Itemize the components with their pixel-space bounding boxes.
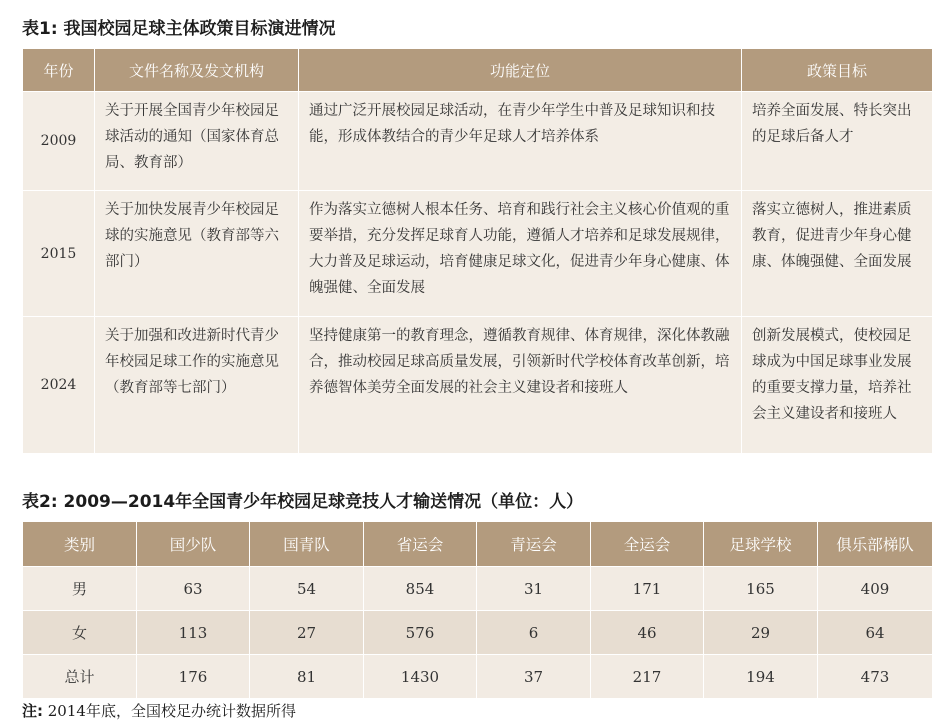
table-row <box>23 191 933 317</box>
value-cell: 37 <box>477 655 591 699</box>
value-cell: 29 <box>704 611 818 655</box>
year-cell: 2015 <box>23 191 95 317</box>
value-cell: 81 <box>250 655 364 699</box>
policy-table <box>22 48 933 454</box>
table-header-row <box>23 49 933 92</box>
header-u17-team: 国少队 <box>137 522 250 567</box>
table1-title: 表1: 我国校园足球主体政策目标演进情况 <box>22 19 336 39</box>
table2-title: 表2: 2009—2014年全国青少年校园足球竞技人才输送情况（单位：人） <box>22 492 584 512</box>
function-cell: 作为落实立德树人根本任务、培育和践行社会主义核心价值观的重要举措，充分发挥足球育人功能，遵循人才培养和足球发展规律，大力普及足球运动，培育健康足球文化，促进青少年身心健康、体魄强健、全面发展 <box>299 191 742 317</box>
footnote-label: 注: <box>22 702 43 720</box>
table-footnote <box>22 700 296 721</box>
value-cell: 27 <box>250 611 364 655</box>
header-year: 年份 <box>23 49 95 92</box>
talent-transfer-table <box>22 521 933 699</box>
table-row <box>23 611 933 655</box>
value-cell: 409 <box>818 567 933 611</box>
value-cell: 6 <box>477 611 591 655</box>
function-cell: 通过广泛开展校园足球活动，在青少年学生中普及足球知识和技能，形成体教结合的青少年足球人才培养体系 <box>299 92 742 191</box>
footnote-text: 2014年底，全国校足办统计数据所得 <box>43 702 296 720</box>
category-cell: 女 <box>23 611 137 655</box>
value-cell: 171 <box>591 567 704 611</box>
document-cell: 关于加强和改进新时代青少年校园足球工作的实施意见（教育部等七部门） <box>95 317 299 454</box>
header-goal: 政策目标 <box>742 49 933 92</box>
value-cell: 165 <box>704 567 818 611</box>
table-row <box>23 317 933 454</box>
goal-cell: 培养全面发展、特长突出的足球后备人才 <box>742 92 933 191</box>
header-football-school: 足球学校 <box>704 522 818 567</box>
document-cell: 关于开展全国青少年校园足球活动的通知（国家体育总局、教育部） <box>95 92 299 191</box>
value-cell: 1430 <box>364 655 477 699</box>
header-category: 类别 <box>23 522 137 567</box>
table-row <box>23 92 933 191</box>
value-cell: 217 <box>591 655 704 699</box>
header-provincial-games: 省运会 <box>364 522 477 567</box>
year-cell: 2024 <box>23 317 95 454</box>
value-cell: 113 <box>137 611 250 655</box>
value-cell: 194 <box>704 655 818 699</box>
value-cell: 64 <box>818 611 933 655</box>
table-row <box>23 655 933 699</box>
category-cell: 总计 <box>23 655 137 699</box>
year-cell: 2009 <box>23 92 95 191</box>
header-function: 功能定位 <box>299 49 742 92</box>
value-cell: 176 <box>137 655 250 699</box>
function-cell: 坚持健康第一的教育理念，遵循教育规律、体育规律，深化体教融合，推动校园足球高质量发展，引领新时代学校体育改革创新，培养德智体美劳全面发展的社会主义建设者和接班人 <box>299 317 742 454</box>
header-club-academy: 俱乐部梯队 <box>818 522 933 567</box>
value-cell: 854 <box>364 567 477 611</box>
table-header-row <box>23 522 933 567</box>
goal-cell: 落实立德树人，推进素质教育，促进青少年身心健康、体魄强健、全面发展 <box>742 191 933 317</box>
table-row <box>23 567 933 611</box>
value-cell: 576 <box>364 611 477 655</box>
value-cell: 54 <box>250 567 364 611</box>
header-document: 文件名称及发文机构 <box>95 49 299 92</box>
value-cell: 31 <box>477 567 591 611</box>
header-national-games: 全运会 <box>591 522 704 567</box>
value-cell: 473 <box>818 655 933 699</box>
value-cell: 63 <box>137 567 250 611</box>
header-youth-games: 青运会 <box>477 522 591 567</box>
category-cell: 男 <box>23 567 137 611</box>
document-cell: 关于加快发展青少年校园足球的实施意见（教育部等六部门） <box>95 191 299 317</box>
value-cell: 46 <box>591 611 704 655</box>
goal-cell: 创新发展模式，使校园足球成为中国足球事业发展的重要支撑力量，培养社会主义建设者和接班人 <box>742 317 933 454</box>
header-youth-team: 国青队 <box>250 522 364 567</box>
